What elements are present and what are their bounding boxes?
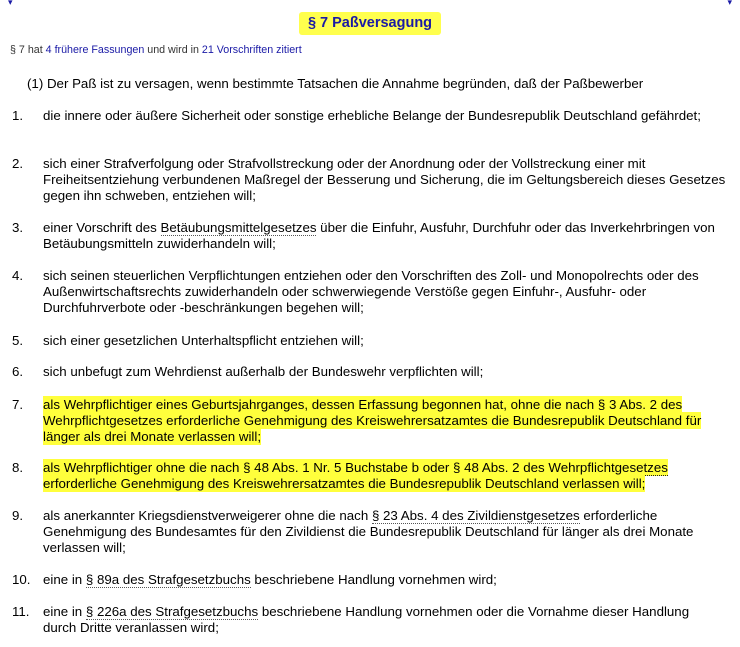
item-text: eine in § 89a des Strafgesetzbuchs beschriebene Handlung vornehmen wird; [43, 572, 497, 587]
item-text: sich unbefugt zum Wehrdienst außerhalb der Bundeswehr verpflichten will; [43, 364, 484, 379]
law-link-stgb-89a[interactable]: § 89a des Strafgesetzbuchs [85, 572, 251, 587]
item-number: 3. [12, 220, 24, 235]
item-text: sich einer Strafverfolgung oder Strafvollstreckung oder der Anordnung oder der Vollstreckung einer mit Freiheitsentziehung verbundenen Maßregel der Besserung und Sicherung, die im Geltungsbereich dieses Gesetzes gegen ihn schweben, entziehen will; [43, 156, 726, 203]
item-number: 2. [12, 156, 24, 171]
item-text: sich seinen steuerlichen Verpflichtungen entziehen oder den Vorschriften des Zoll- und Monopolrechts oder des Außenwirtschaftsrechts zuwiderhandeln oder schwerwiegende Verstöße gegen Einfuhr-, Ausfuhr- oder Durchfuhrverbote oder -beschränkungen begehen will; [43, 268, 699, 315]
item-text: eine in § 226a des Strafgesetzbuchs beschriebene Handlung vornehmen oder die Vornahme dieser Handlung durch Dritte veranlassen wird; [43, 604, 690, 635]
item-text: sich einer gesetzlichen Unterhaltspflicht entziehen will; [43, 333, 364, 348]
item-text: als Wehrpflichtiger ohne die nach § 48 Abs. 1 Nr. 5 Buchstabe b oder § 48 Abs. 2 des Wehrpflichtgesetzes erforderliche Genehmigung des Kreiswehrersatzamtes die Bundesrepublik Deutschland verlassen will; [43, 460, 668, 491]
item-text: als Wehrpflichtiger eines Geburtsjahrganges, dessen Erfassung begonnen hat, ohne die nach § 3 Abs. 2 des Wehrpflichtgesetzes erforderliche Genehmigung des Kreiswehrersatzamtes die Bundesrepublik Deutschland für länger als drei Monate verlassen will; [43, 397, 702, 444]
item-number: 5. [12, 333, 24, 348]
item-number: 11. [12, 604, 30, 619]
citations-link[interactable]: 21 Vorschriften zitiert [201, 44, 302, 56]
section-meta: § 7 hat 4 frühere Fassungen und wird in 21 Vorschriften zitiert [10, 44, 302, 56]
previous-versions-link[interactable]: 4 frühere Fassungen [45, 44, 145, 56]
item-number: 7. [12, 397, 24, 412]
item-number: 10. [12, 572, 31, 587]
law-link-wehrpflichtgesetz-48-1[interactable]: § 48 Abs. 1 Nr. 5 Buchstabe b [243, 460, 420, 475]
item-number: 8. [12, 460, 24, 475]
paragraph-intro: (1) Der Paß ist zu versagen, wenn bestimmte Tatsachen die Annahme begründen, daß der Paßbewerber [27, 76, 644, 91]
item-number: 6. [12, 364, 24, 379]
section-title: § 7 Paßversagung [299, 12, 441, 35]
law-link-zivildienstgesetz[interactable]: § 23 Abs. 4 des Zivildienstgesetzes [371, 508, 580, 523]
item-text: als anerkannter Kriegsdienstverweigerer ohne die nach § 23 Abs. 4 des Zivildienstgesetzes erforderliche Genehmigung des Bundesamtes für den Zivildienst die Bundesrepublik Deutschland für länger als drei Monate verlassen will; [43, 508, 694, 555]
law-link-betaeubungsmittelgesetz[interactable]: Betäubungsmittelgesetzes [160, 220, 317, 235]
nav-marker-left[interactable]: ▾ [8, 0, 13, 7]
nav-marker-right[interactable]: ▾ [727, 0, 732, 7]
law-link-wehrpflichtgesetz-3-2[interactable]: § 3 Abs. 2 des Wehrpflichtgesetzes [43, 397, 683, 428]
item-number: 1. [12, 108, 24, 123]
law-link-stgb-226a[interactable]: § 226a des Strafgesetzbuchs [85, 604, 259, 619]
item-text: die innere oder äußere Sicherheit oder sonstige erhebliche Belange der Bundesrepublik Deutschland gefährdet; [43, 108, 701, 123]
item-text: einer Vorschrift des Betäubungsmittelgesetzes über die Einfuhr, Ausfuhr, Durchfuhr oder das Inverkehrbringen von Betäubungsmitteln zuwiderhandeln will; [43, 220, 715, 251]
law-link-wehrpflichtgesetz-48-2[interactable]: § 48 Abs. 2 des Wehrpflichtgesetzes [453, 460, 668, 475]
item-number: 4. [12, 268, 24, 283]
item-number: 9. [12, 508, 24, 523]
